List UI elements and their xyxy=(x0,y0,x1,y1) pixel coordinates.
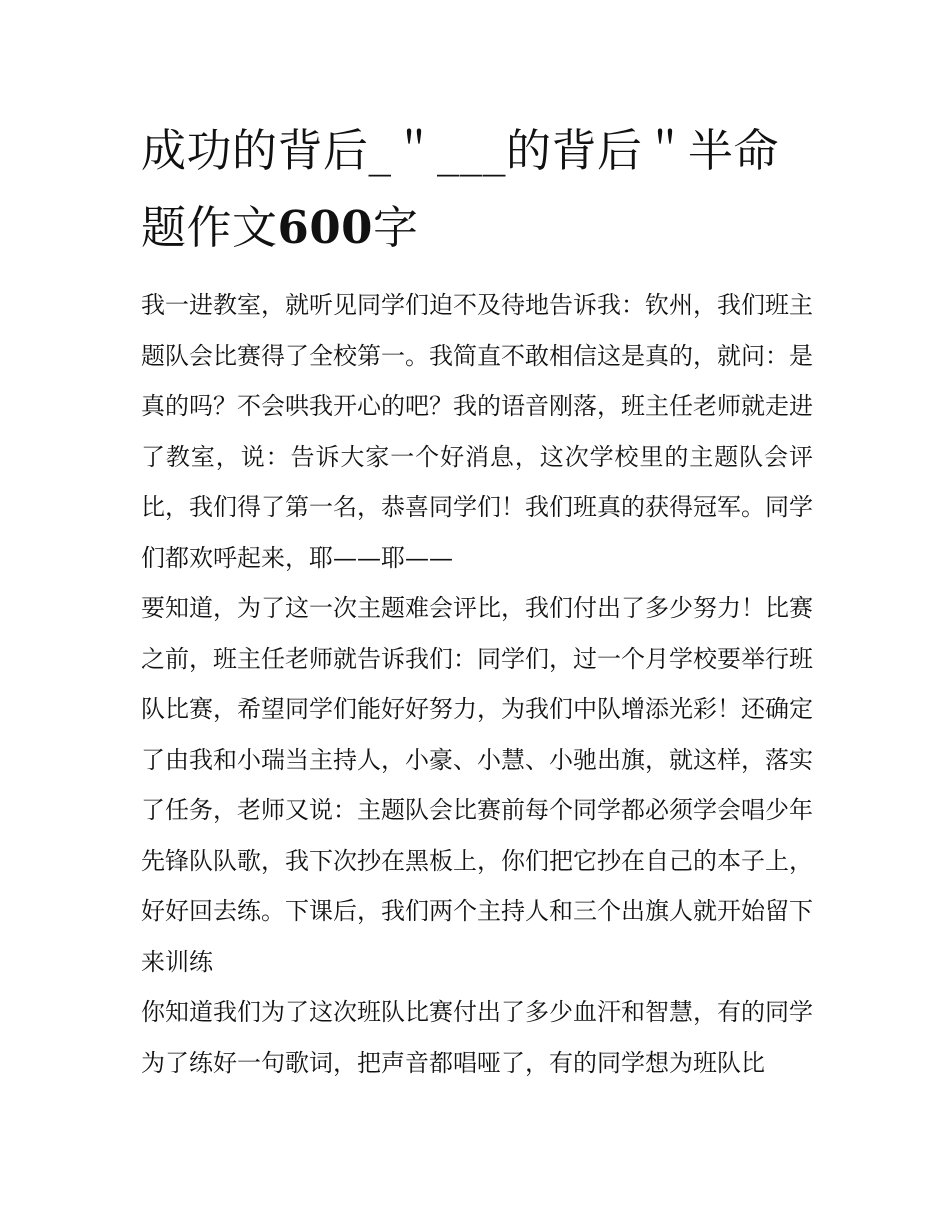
paragraph: 要知道，为了这一次主题难会评比，我们付出了多少努力！比赛之前，班主任老师就告诉我们：同学们，过一个月学校要举行班队比赛，希望同学们能好好努力，为我们中队增添光彩！还确定了由我和小瑞当主持人，小豪、小慧、小驰出旗，就这样，落实了任务，老师又说：主题队会比赛前每个同学都必须学会唱少年先锋队队歌，我下次抄在黑板上，你们把它抄在自己的本子上，好好回去练。下课后，我们两个主持人和三个出旗人就开始留下来训练 xyxy=(141,594,813,976)
paragraph: 你知道我们为了这次班队比赛付出了多少血汗和智慧，有的同学为了练好一句歌词，把声音都唱哑了，有的同学想为班队比 xyxy=(141,998,813,1077)
paragraph: 我一进教室，就听见同学们迫不及待地告诉我：钦州，我们班主题队会比赛得了全校第一。我简直不敢相信这是真的，就问：是真的吗？不会哄我开心的吧？我的语音刚落，班主任老师就走进了教室，说：告诉大家一个好消息，这次学校里的主题队会评比，我们得了第一名，恭喜同学们！我们班真的获得冠军。同学们都欢呼起来，耶——耶—— xyxy=(141,291,813,572)
document-body xyxy=(141,280,813,1088)
document-page xyxy=(141,112,813,1088)
document-title: 成功的背后_＂___的背后＂半命题作文600字 xyxy=(141,124,780,254)
